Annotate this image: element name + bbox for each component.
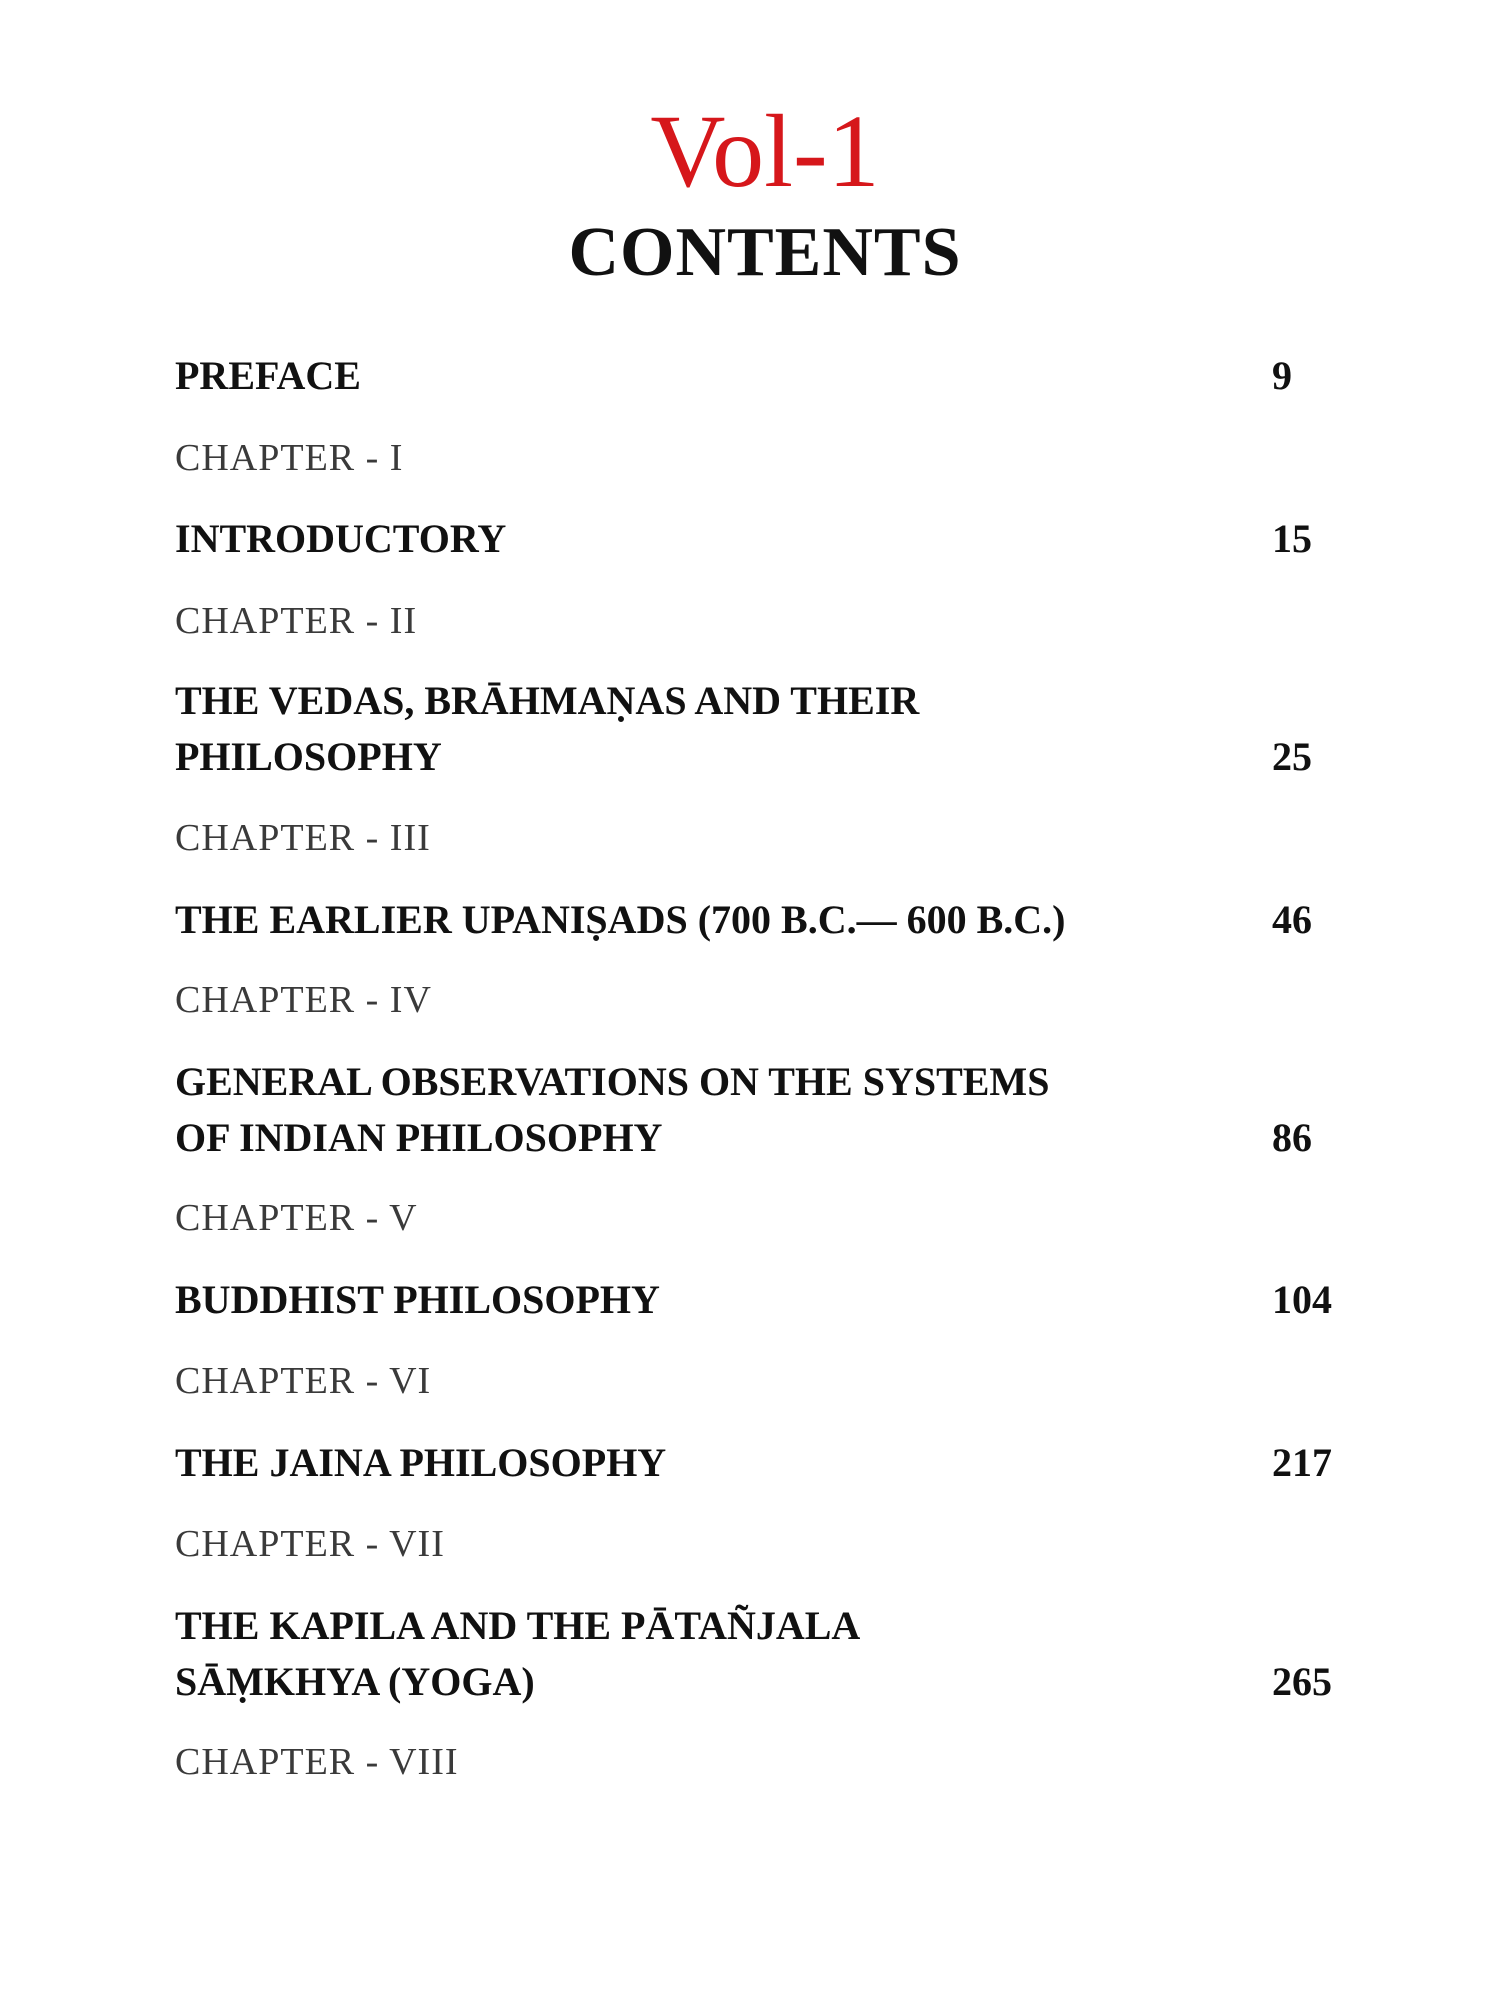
chapter-label: CHAPTER - VII [175, 1523, 445, 1565]
chapter-label: CHAPTER - VI [175, 1360, 432, 1402]
contents-heading: CONTENTS [568, 214, 962, 291]
toc-entry-page: 46 [1272, 897, 1312, 942]
toc-entry-page: 9 [1272, 353, 1292, 398]
toc-entry-page: 86 [1272, 1115, 1312, 1160]
chapter-label: CHAPTER - III [175, 817, 431, 859]
chapter-label: CHAPTER - II [175, 600, 418, 642]
chapter-label: CHAPTER - I [175, 437, 404, 479]
toc-entry-title-line1[interactable]: THE VEDAS, BRĀHMAṆAS AND THEIR [175, 678, 920, 723]
toc-entry-title-line1[interactable]: GENERAL OBSERVATIONS ON THE SYSTEMS [175, 1059, 1050, 1104]
toc-entry-title[interactable]: THE JAINA PHILOSOPHY [175, 1440, 667, 1485]
toc-entry-page: 15 [1272, 516, 1312, 561]
toc-entry-page: 265 [1272, 1659, 1332, 1704]
toc-entry-title-line2[interactable]: OF INDIAN PHILOSOPHY [175, 1115, 663, 1160]
chapter-label: CHAPTER - VIII [175, 1741, 459, 1783]
chapter-label: CHAPTER - IV [175, 979, 432, 1021]
toc-entry-title-line2[interactable]: SĀṂKHYA (YOGA) [175, 1659, 535, 1704]
toc-entry-title[interactable]: THE EARLIER UPANIṢADS (700 B.C.— 600 B.C.) [175, 897, 1066, 942]
toc-entry-title-line1[interactable]: THE KAPILA AND THE PĀTAÑJALA [175, 1603, 861, 1648]
toc-entry-title[interactable]: INTRODUCTORY [175, 516, 507, 561]
toc-entry-page: 25 [1272, 734, 1312, 779]
toc-entry-page: 217 [1272, 1440, 1332, 1485]
toc-entry-title-line2[interactable]: PHILOSOPHY [175, 734, 442, 779]
toc-entry-page: 104 [1272, 1277, 1332, 1322]
toc-entry-title[interactable]: BUDDHIST PHILOSOPHY [175, 1277, 660, 1322]
toc-entry-title[interactable]: PREFACE [175, 353, 361, 398]
chapter-label: CHAPTER - V [175, 1197, 418, 1239]
volume-label: Vol-1 [650, 94, 880, 209]
